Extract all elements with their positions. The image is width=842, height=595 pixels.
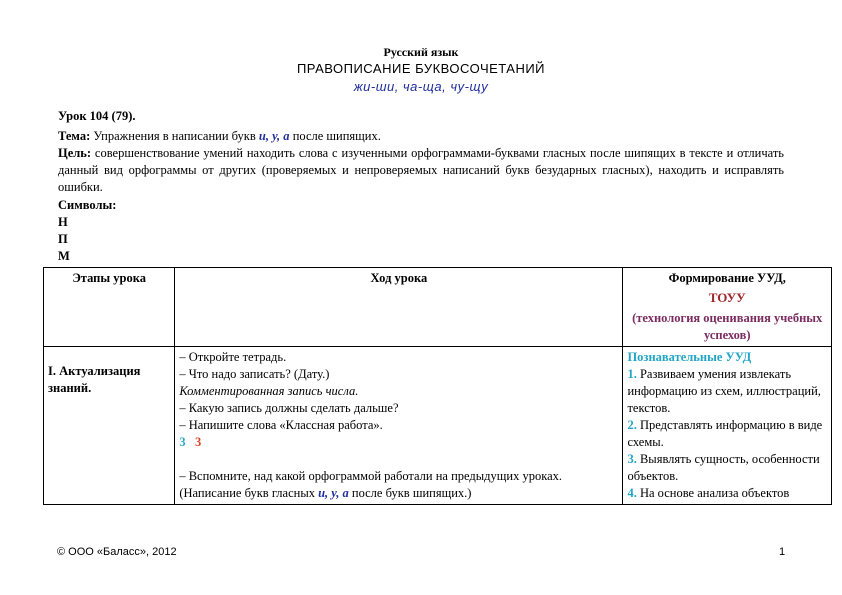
course-cell — [175, 347, 623, 505]
lesson-goal — [58, 145, 784, 196]
uud-item-number: 2. — [627, 418, 637, 432]
lesson-table — [43, 267, 832, 505]
course-line: – Какую запись должны сделать дальше? — [179, 401, 399, 415]
uud-item — [627, 485, 827, 502]
table-row — [44, 347, 832, 505]
lesson-topic — [58, 128, 784, 145]
topic-text-pre: Упражнения в написании букв — [90, 129, 259, 143]
topic-text-post: после шипящих. — [289, 129, 381, 143]
recall-post: после букв шипящих.) — [348, 486, 472, 500]
course-recall: – Вспомните, над какой орфограммой работали на предыдущих уроках. — [179, 469, 563, 483]
recall-pre: (Написание букв гласных — [179, 486, 319, 500]
subject-title: Русский язык — [383, 45, 459, 59]
uud-item-number: 4. — [627, 486, 637, 500]
page-number: 1 — [779, 546, 786, 558]
header-course: Ход урока — [175, 268, 623, 347]
course-line: – Откройте тетрадь. — [179, 350, 287, 364]
course-italic-line: Комментированная запись числа. — [179, 384, 359, 398]
uud-item — [627, 451, 827, 485]
symbol-n: Н — [58, 215, 68, 229]
lesson-title: ПРАВОПИСАНИЕ БУКВОСОЧЕТАНИЙ — [296, 61, 546, 76]
course-line: – Что надо записать? (Дату.) — [179, 367, 330, 381]
header-uud — [623, 268, 832, 347]
symbols-label: Символы: — [58, 198, 117, 212]
topic-label: Тема: — [58, 129, 91, 143]
uud-item — [627, 366, 827, 417]
uud-item-text: На основе анализа объектов — [636, 486, 790, 500]
course-line: – Напишите слова «Классная работа». — [179, 418, 383, 432]
goal-label: Цель: — [58, 146, 92, 160]
recall-letters: и, у, а — [318, 486, 349, 500]
uud-item — [627, 417, 827, 451]
lesson-number: Урок 104 (79). — [58, 109, 136, 123]
stage-cell: I. Актуализация знаний. — [44, 347, 175, 505]
uud-item-text: Выявлять сущность, особенности объектов. — [627, 452, 820, 483]
uud-title: Познавательные УУД — [627, 350, 752, 364]
uud-item-number: 1. — [627, 367, 637, 381]
header-touu: ТОУУ — [708, 290, 746, 305]
goal-text: совершенствование умений находить слова с изученными орфограммами-буквами гласных после шипящих в тексте и отличать данный вид орфограммы от других (проверяемых и непроверяемых написаний букв безударных гласных), находить и исправлять ошибки. — [58, 146, 784, 194]
symbol-p: П — [58, 232, 68, 246]
uud-item-number: 3. — [627, 452, 637, 466]
uud-cell — [623, 347, 832, 505]
symbols-block — [58, 197, 784, 265]
uud-item-text: Представлять информацию в виде схемы. — [627, 418, 823, 449]
footer-copyright: © ООО «Баласс», 2012 — [57, 546, 177, 558]
number-red: 3 — [194, 435, 202, 449]
number-blue: 3 — [179, 435, 186, 449]
course-recall-answer — [179, 485, 618, 502]
uud-item-text: Развиваем умения извлекать информацию из схем, иллюстраций, текстов. — [627, 367, 821, 415]
table-header-row — [44, 268, 832, 347]
header-uud-label: Формирование УУД, — [668, 271, 786, 285]
course-numbers — [179, 434, 618, 451]
letter-combinations: жи-ши, ча-ща, чу-щу — [353, 79, 489, 94]
symbol-m: М — [58, 249, 70, 263]
topic-letters: и, у, а — [258, 129, 290, 143]
header-stages: Этапы урока — [44, 268, 175, 347]
header-touu-desc: (технология оценивания учебных успехов) — [632, 311, 823, 342]
